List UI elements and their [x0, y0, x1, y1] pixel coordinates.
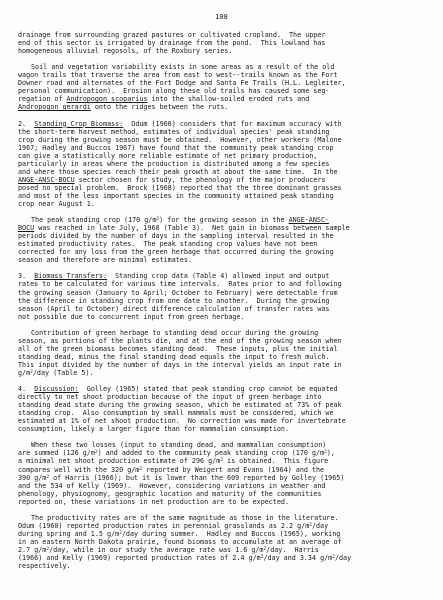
text-line: regation of Andropogon scoparius into the shallow-soiled eroded ruts and [18, 95, 310, 104]
text-line: standing crop. Also consumption by small mammals must be considered, which we [18, 409, 334, 418]
taxon-name: Andropogon gerardi [18, 103, 91, 112]
text-line: and most of the less important species in the community attained peak standing [18, 191, 334, 200]
paragraph-p5 [18, 329, 438, 377]
text-line: ANGE-ANSC-BOCU sector chosen for study, the phenology of the major producers [18, 175, 326, 184]
text-line: not possible due to concurrent input from green herbage. [18, 312, 245, 321]
text-line: during spring and 1.5 $g/m^2$/day during summer. Hadley and Buccos (1965), working [18, 529, 341, 538]
taxon-name: Andropogon scoparius [66, 95, 148, 104]
text-line: $g/m^2$/day (Table 5). [18, 368, 94, 377]
text-line: homogeneous alluvial regosols, of the Roxbury series. [18, 47, 233, 56]
text-line: particularly in areas where the production is distributed among a few species [18, 159, 330, 168]
text-line: respectively. [18, 562, 71, 571]
text-line: season, as portions of the plants die, and at the end of the growing season when [18, 336, 342, 345]
text-line: and the 534 of Kelly (1969). However, considering variations in weather and [18, 481, 326, 490]
text-line: are summed (126 $g/m^2$) and added to the community peak standing crop (170 $g/m^2$), [18, 449, 335, 458]
paragraph-gap [18, 264, 438, 272]
text-line: personal communication). Erosion along these old trails has caused some seg- [18, 87, 330, 96]
paragraph-p8 [18, 514, 438, 570]
text-line: BOCU was reached in late July, 1968 (Table 3). Net gain in biomass between sample [18, 224, 350, 233]
paragraph-gap [18, 208, 438, 216]
section-heading: Standing Crop Biomass: [34, 119, 124, 128]
text-line: This input divided by the number of days in the interval yields an input rate in [18, 360, 342, 369]
text-line: crop near August 1. [18, 199, 95, 208]
paragraph-p7 [18, 441, 438, 505]
page-number: 108 [215, 13, 228, 21]
text-line: the short-term harvest method, estimates of individual species' peak standing [18, 127, 330, 136]
paragraph-gap [18, 321, 438, 329]
taxon-name: ANGE-ANSC- [288, 216, 330, 225]
text-line: Downer road and alternates of the Fort Dodge and Santa Fe Trails (H.L. Legleiter, [18, 79, 346, 88]
text-line: Soil and vegetation variability exists in some areas as a result of the old [31, 63, 335, 72]
text-line: season (April to October) direct difference calculation of transfer rates was [18, 304, 330, 313]
section-number: 3. [18, 272, 35, 281]
text-line: Contribution of green herbage to standing dead occur during the growing [31, 328, 319, 337]
text-line: Odum (1960) reported production rates in perennial grasslands as 2.2 $g/m^2$/day [18, 521, 329, 530]
text-line: phenology, physiognomy, geographic location and maturity of the communities [18, 489, 322, 498]
text-line: 2.7 $g/m^2$/day, while in our study the average rate was 1.6 $g/m^2$/day. Harris [18, 546, 319, 554]
text-line: 2. Standing Crop Biomass: Odum (1960) considers that for maximum accuracy with [18, 119, 342, 128]
text-line: all of the green biomass becomes standing dead. These inputs, plus the initial [18, 344, 338, 353]
taxon-name: ANGE-ANSC-BOCU [18, 175, 75, 184]
text-line: The productivity rates are of the same magnitude as those in the literature. [31, 513, 339, 522]
text-line: compares well with the 320 $g/m^2$ reported by Weigert and Evans (1964) and the [18, 465, 325, 474]
paragraph-p1 [18, 63, 438, 111]
paragraph-gap [18, 433, 438, 441]
text-line: Andropogon gerardi onto the ridges between the ruts. [18, 103, 229, 112]
paragraph-p6 [18, 385, 438, 433]
text-line: standing dead, minus the final standing dead equals the input to fresh mulch. [18, 352, 330, 361]
text-line: and where those species reach their peak growth at about the same time. In the [18, 167, 338, 176]
text-line: corrected for any loss from the green herbage that occurred during the growing [18, 248, 334, 257]
paragraph-p3 [18, 216, 438, 264]
section-number: 2. [18, 119, 35, 128]
text-line: standing dead state during the growing season, which he estimated at 73% of peak [18, 401, 342, 410]
text-line: 4. Discussion: Golley (1965) stated that peak standing crop cannot be equated [18, 385, 338, 394]
section-number: 4. [18, 385, 35, 394]
text-line: estimated productivity rates. The peak standing crop values have not been [18, 240, 318, 249]
section-heading: Biomass Transfers: [34, 272, 107, 281]
taxon-name: BOCU [18, 224, 35, 233]
text-line: can give a statistically more reliable estimate of net primary production, [18, 151, 318, 160]
text-line: the growing season (January to April; October to February) were detectable from [18, 288, 338, 297]
text-line: 1967; Hadley and Buccos 1967) have found that the community peak standing crop [18, 143, 334, 152]
paragraph-p0 [18, 31, 438, 55]
text-line: season and therefore are minimal estimates. [18, 256, 192, 265]
section-heading: Discussion: [34, 385, 79, 394]
paragraph-gap [18, 506, 438, 514]
text-line: (1966) and Kelly (1969) reported production rates of 2.4 $g/m^2$/day and 3.34 $g/m^2$/day [18, 554, 352, 563]
text-line: crop during the growing season must be obtained. However, other workers (Malone [18, 135, 342, 144]
text-line: The peak standing crop (170 $g/m^2$) for the growing season in the ANGE-ANSC- [31, 216, 330, 225]
text-line: rates to be calculated for various time intervals. Rates prior to and following [18, 280, 342, 289]
text-line: periods divided by the number of days in the sampling interval resulted in the [18, 232, 334, 241]
paragraph-gap [18, 377, 438, 385]
text-line: 390 $g/m^2$ of Harris (1966); but it is lower than the 609 reported by Golley (1965) [18, 473, 345, 482]
document-body [18, 31, 438, 570]
paragraph-gap [18, 111, 438, 119]
text-line: When these two losses (input to standing dead, and mammalian consumption) [31, 441, 327, 450]
text-line: posed no special problem. Brock (1968) reported that the three dominant grasses [18, 183, 342, 192]
text-line: in an eastern North Dakota prairie, found biomass to accumulate at an average of [18, 537, 342, 546]
text-line: estimated at 1% of net shoot production. No correction was made for invertebrate [18, 417, 346, 426]
text-line: the difference in standing crop from one date to another. During the growing [18, 296, 330, 305]
text-line: drainage from surrounding grazed pastures or cultivated cropland. The upper [18, 31, 326, 39]
text-line: wagon trails that traverse the area from east to west--trails known as the Fort [18, 71, 338, 80]
text-line: reported on, these variations in net production are to be expected. [18, 497, 290, 506]
text-line: end of this sector is irrigated by drainage from the pond. This lowland has [18, 39, 326, 48]
text-line: directly to net shoot production because of the input of green herbage into [18, 393, 322, 402]
text-line: 3. Biomass Transfers: Standing crop data (Table 4) allowed input and output [18, 272, 330, 281]
text-line: consumption, likely a larger figure than for mammalian consumption. [18, 425, 290, 434]
paragraph-p2 [18, 120, 438, 209]
paragraph-gap [18, 55, 438, 63]
text-line: a minimal net shoot production estimate of 296 $g/m^2$ is obtained. This figure [18, 457, 329, 466]
paragraph-p4 [18, 272, 438, 320]
